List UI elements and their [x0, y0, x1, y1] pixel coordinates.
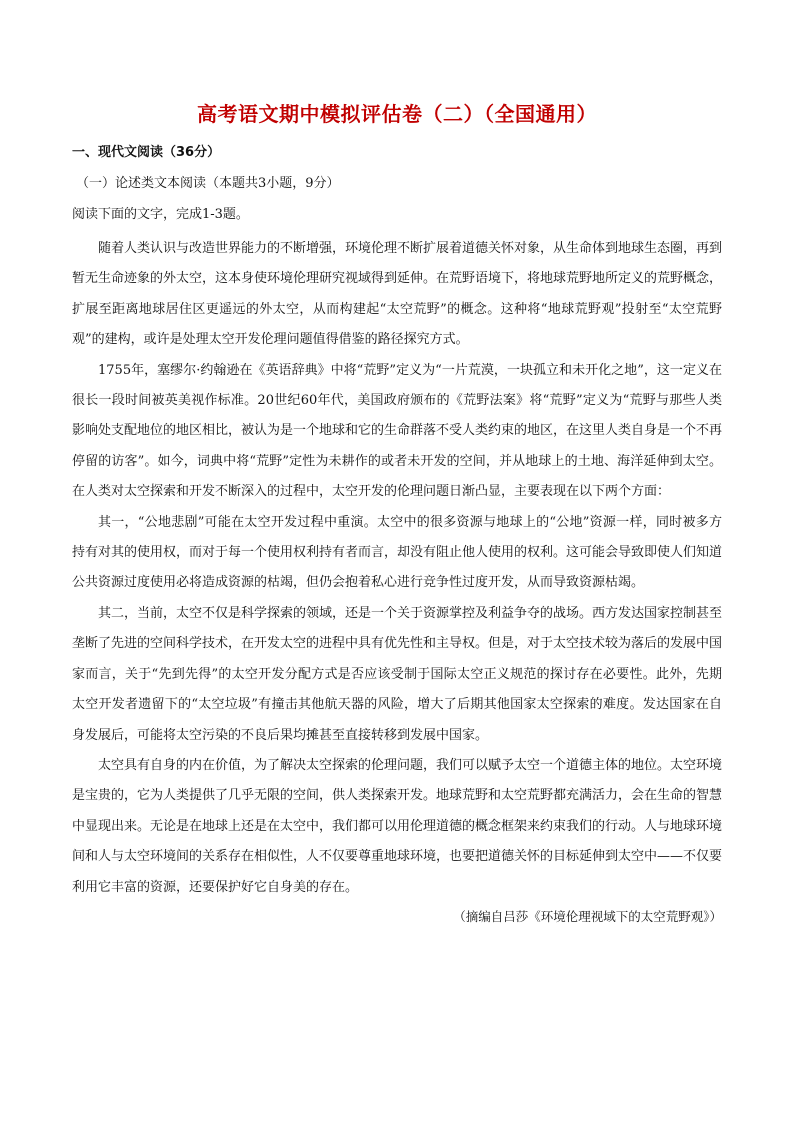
section-heading: 一、现代文阅读（36分） — [72, 145, 221, 160]
passage-paragraph-4: 其二，当前，太空不仅是科学探索的领域，还是一个关于资源掌控及利益争夺的战场。西方发达国家控制甚至垄断了先进的空间科学技术，在开发太空的进程中具有优先性和主导权。但是，对于太空技术较为落后的发展中国家而言，关于“先到先得”的太空开发分配方式是否应该受制于国际太空正义规范的探讨存在必要性。此外，先期太空开发者遗留下的“太空垃圾”有撞击其他航天器的风险，增大了后期其他国家太空探索的难度。发达国家在自身发展后，可能将太空污染的不良后果均摊甚至直接转移到发展中国家。 — [72, 605, 723, 743]
passage-paragraph-3: 其一，“公地悲剧”可能在太空开发过程中重演。太空中的很多资源与地球上的“公地”资源一样，同时被多方持有对其的使用权，而对于每一个使用权利持有者而言，却没有阻止他人使用的权利。这可能会导致即使人们知道公共资源过度使用必将造成资源的枯竭，但仍会抱着私心进行竞争性过度开发，从而导致资源枯竭。 — [72, 514, 723, 591]
passage-source: （摘编自吕莎《环境伦理视域下的太空荒野观》） — [453, 908, 722, 924]
exam-title: 高考语文期中模拟评估卷（二）（全国通用） — [197, 102, 597, 126]
reading-instruction: 阅读下面的文字，完成1-3题。 — [72, 207, 249, 222]
passage-paragraph-5: 太空具有自身的内在价值，为了解决太空探索的伦理问题，我们可以赋予太空一个道德主体的地位。太空环境是宝贵的，它为人类提供了几乎无限的空间，供人类探索开发。地球荒野和太空荒野都充满活力，会在生命的智慧中显现出来。无论是在地球上还是在太空中，我们都可以用伦理道德的概念框架来约束我们的行动。人与地球环境间和人与太空环境间的关系存在相似性，人不仅要尊重地球环境，也要把道德关怀的目标延伸到太空中——不仅要利用它丰富的资源，还要保护好它自身美的存在。 — [72, 757, 723, 895]
passage-paragraph-1: 随着人类认识与改造世界能力的不断增强，环境伦理不断扩展着道德关怀对象，从生命体到地球生态圈，再到暂无生命迹象的外太空，这本身使环境伦理研究视域得到延伸。在荒野语境下，将地球荒野地所定义的荒野概念，扩展至距离地球居住区更遥远的外太空，从而构建起“太空荒野”的概念。这种将“地球荒野观”投射至“太空荒野观”的建构，或许是处理太空开发伦理问题值得借鉴的路径探究方式。 — [72, 241, 723, 348]
sub-section-heading: （一）论述类文本阅读（本题共3小题，9分） — [76, 176, 340, 191]
reading-passage — [72, 234, 722, 903]
passage-paragraph-2: 1755年，塞缪尔·约翰逊在《英语辞典》中将“荒野”定义为“一片荒漠，一块孤立和未开化之地”，这一定义在很长一段时间被英美视作标准。20世纪60年代，美国政府颁布的《荒野法案》将“荒野”定义为“荒野与那些人类影响处支配地位的地区相比，被认为是一个地球和它的生命群落不受人类约束的地区，在这里人类自身是一个不再停留的访客”。如今，词典中将“荒野”定性为未耕作的或者未开发的空间，并从地球上的土地、海洋延伸到太空。在人类对太空探索和开发不断深入的过程中，太空开发的伦理问题日渐凸显，主要表现在以下两个方面： — [72, 362, 723, 500]
